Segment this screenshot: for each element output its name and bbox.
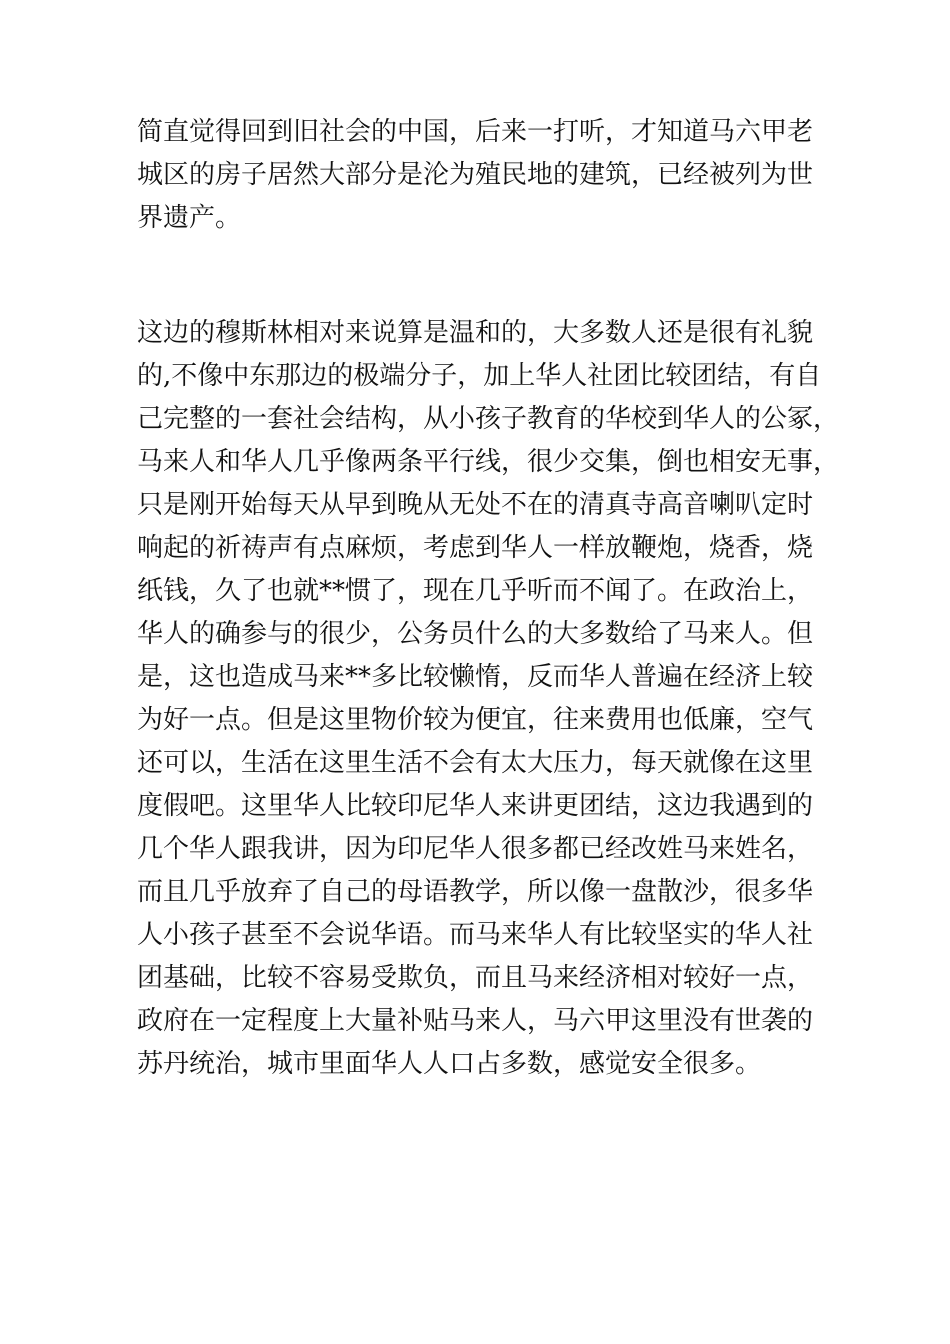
text-line: 界遗产。: [137, 203, 242, 233]
text-line: 马来人和华人几乎像两条平行线，很少交集，倒也相安无事，: [137, 447, 840, 477]
text-line: 城区的房子居然大部分是沦为殖民地的建筑，已经被列为世: [137, 160, 814, 190]
text-line: 是，这也造成马来**多比较懒惰，反而华人普遍在经济上较: [137, 662, 814, 692]
paragraph-2: [137, 312, 839, 1086]
text-line: 简直觉得回到旧社会的中国，后来一打听，才知道马六甲老: [137, 117, 814, 147]
text-line: 度假吧。这里华人比较印尼华人来讲更团结，这边我遇到的: [137, 791, 814, 821]
text-line: 华人的确参与的很少，公务员什么的大多数给了马来人。但: [137, 619, 814, 649]
text-line: 纸钱，久了也就**惯了，现在几乎听而不闻了。在政治上，: [137, 576, 814, 606]
text-line: 的,不像中东那边的极端分子，加上华人社团比较团结，有自: [137, 361, 822, 391]
text-line: 苏丹统治，城市里面华人人口占多数，感觉安全很多。: [137, 1049, 762, 1079]
text-line: 政府在一定程度上大量补贴马来人，马六甲这里没有世袭的: [137, 1006, 814, 1036]
text-line: 只是刚开始每天从早到晚从无处不在的清真寺高音喇叭定时: [137, 490, 814, 520]
paragraph-1: [137, 111, 813, 240]
text-line: 还可以，生活在这里生活不会有太大压力，每天就像在这里: [137, 748, 814, 778]
text-line: 己完整的一套社会结构，从小孩子教育的华校到华人的公冢，: [137, 404, 840, 434]
text-line: 响起的祈祷声有点麻烦，考虑到华人一样放鞭炮，烧香，烧: [137, 533, 814, 563]
text-line: 而且几乎放弃了自己的母语教学，所以像一盘散沙，很多华: [137, 877, 814, 907]
text-line: 团基础，比较不容易受欺负，而且马来经济相对较好一点，: [137, 963, 814, 993]
text-line: 人小孩子甚至不会说华语。而马来华人有比较坚实的华人社: [137, 920, 814, 950]
text-line: 几个华人跟我讲，因为印尼华人很多都已经改姓马来姓名，: [137, 834, 814, 864]
text-line: 这边的穆斯林相对来说算是温和的，大多数人还是很有礼貌: [137, 318, 814, 348]
text-line: 为好一点。但是这里物价较为便宜，往来费用也低廉，空气: [137, 705, 814, 735]
